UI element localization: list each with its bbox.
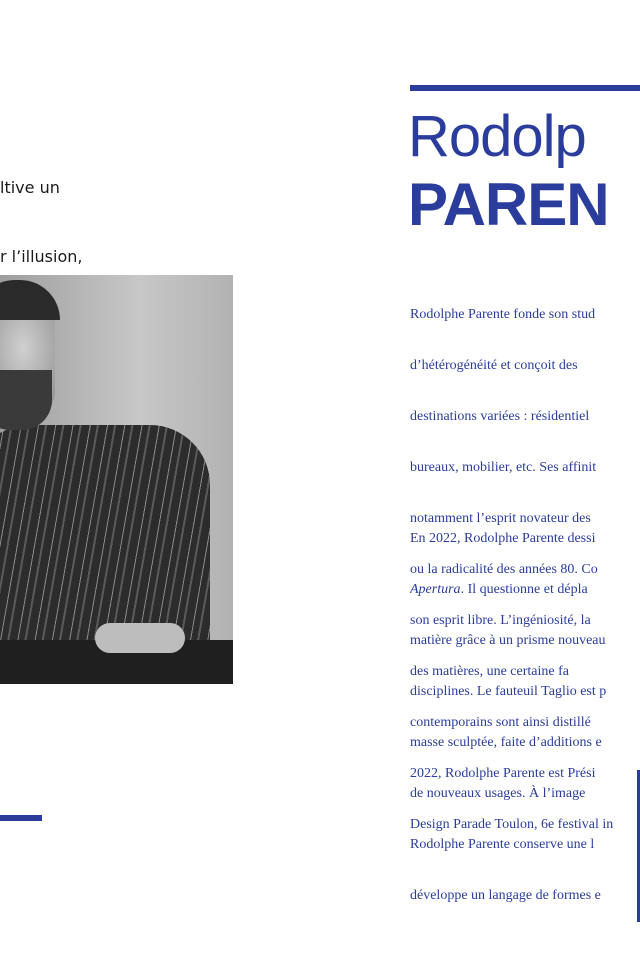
bottom-accent-bar: [0, 815, 42, 821]
title-last-name: PAREN: [408, 171, 609, 238]
text-line: ou la radicalité des années 80. Co: [410, 562, 598, 577]
text-line: [410, 581, 640, 598]
text-line: notamment l’esprit novateur des: [410, 511, 591, 526]
text-line: destinations variées : résidentiel: [410, 409, 590, 424]
text-line: d’hétérogénéité et conçoit des: [410, 358, 578, 373]
text-line: Rodolphe Parente conserve une l: [410, 837, 595, 852]
text-line: 2022, Rodolphe Parente est Prési: [410, 766, 596, 781]
text-line: développe un langage de formes e: [410, 888, 601, 903]
text-fragment: . Il questionne et dépla: [460, 582, 588, 597]
text-line: En 2022, Rodolphe Parente dessi: [410, 531, 596, 546]
work-title: Apertura: [410, 582, 461, 597]
portrait-hands: [95, 623, 185, 653]
portrait-hair: [0, 280, 60, 320]
text-line: de nouveaux usages. À l’image: [410, 786, 586, 801]
lede-line: r l’illusion,: [0, 247, 83, 266]
text-line: son esprit libre. L’ingéniosité, la: [410, 613, 591, 628]
biography-paragraph-2: [410, 496, 640, 921]
text-line: bureaux, mobilier, etc. Ses affinit: [410, 460, 597, 475]
title-first-name: Rodolp: [408, 104, 586, 169]
text-line: contemporains sont ainsi distillé: [410, 715, 591, 730]
text-line: des matières, une certaine fa: [410, 664, 569, 679]
portrait-beard: [0, 370, 52, 430]
text-line: masse sculptée, faite d’additions e: [410, 735, 602, 750]
lede-line: ltive un: [0, 178, 60, 197]
top-accent-bar: [410, 85, 640, 91]
text-line: Design Parade Toulon, 6e festival in: [410, 817, 614, 832]
portrait-photo: [0, 275, 233, 684]
text-line: disciplines. Le fauteuil Taglio est p: [410, 684, 607, 699]
text-line: matière grâce à un prisme nouveau: [410, 633, 606, 648]
text-line: Rodolphe Parente fonde son stud: [410, 307, 596, 322]
